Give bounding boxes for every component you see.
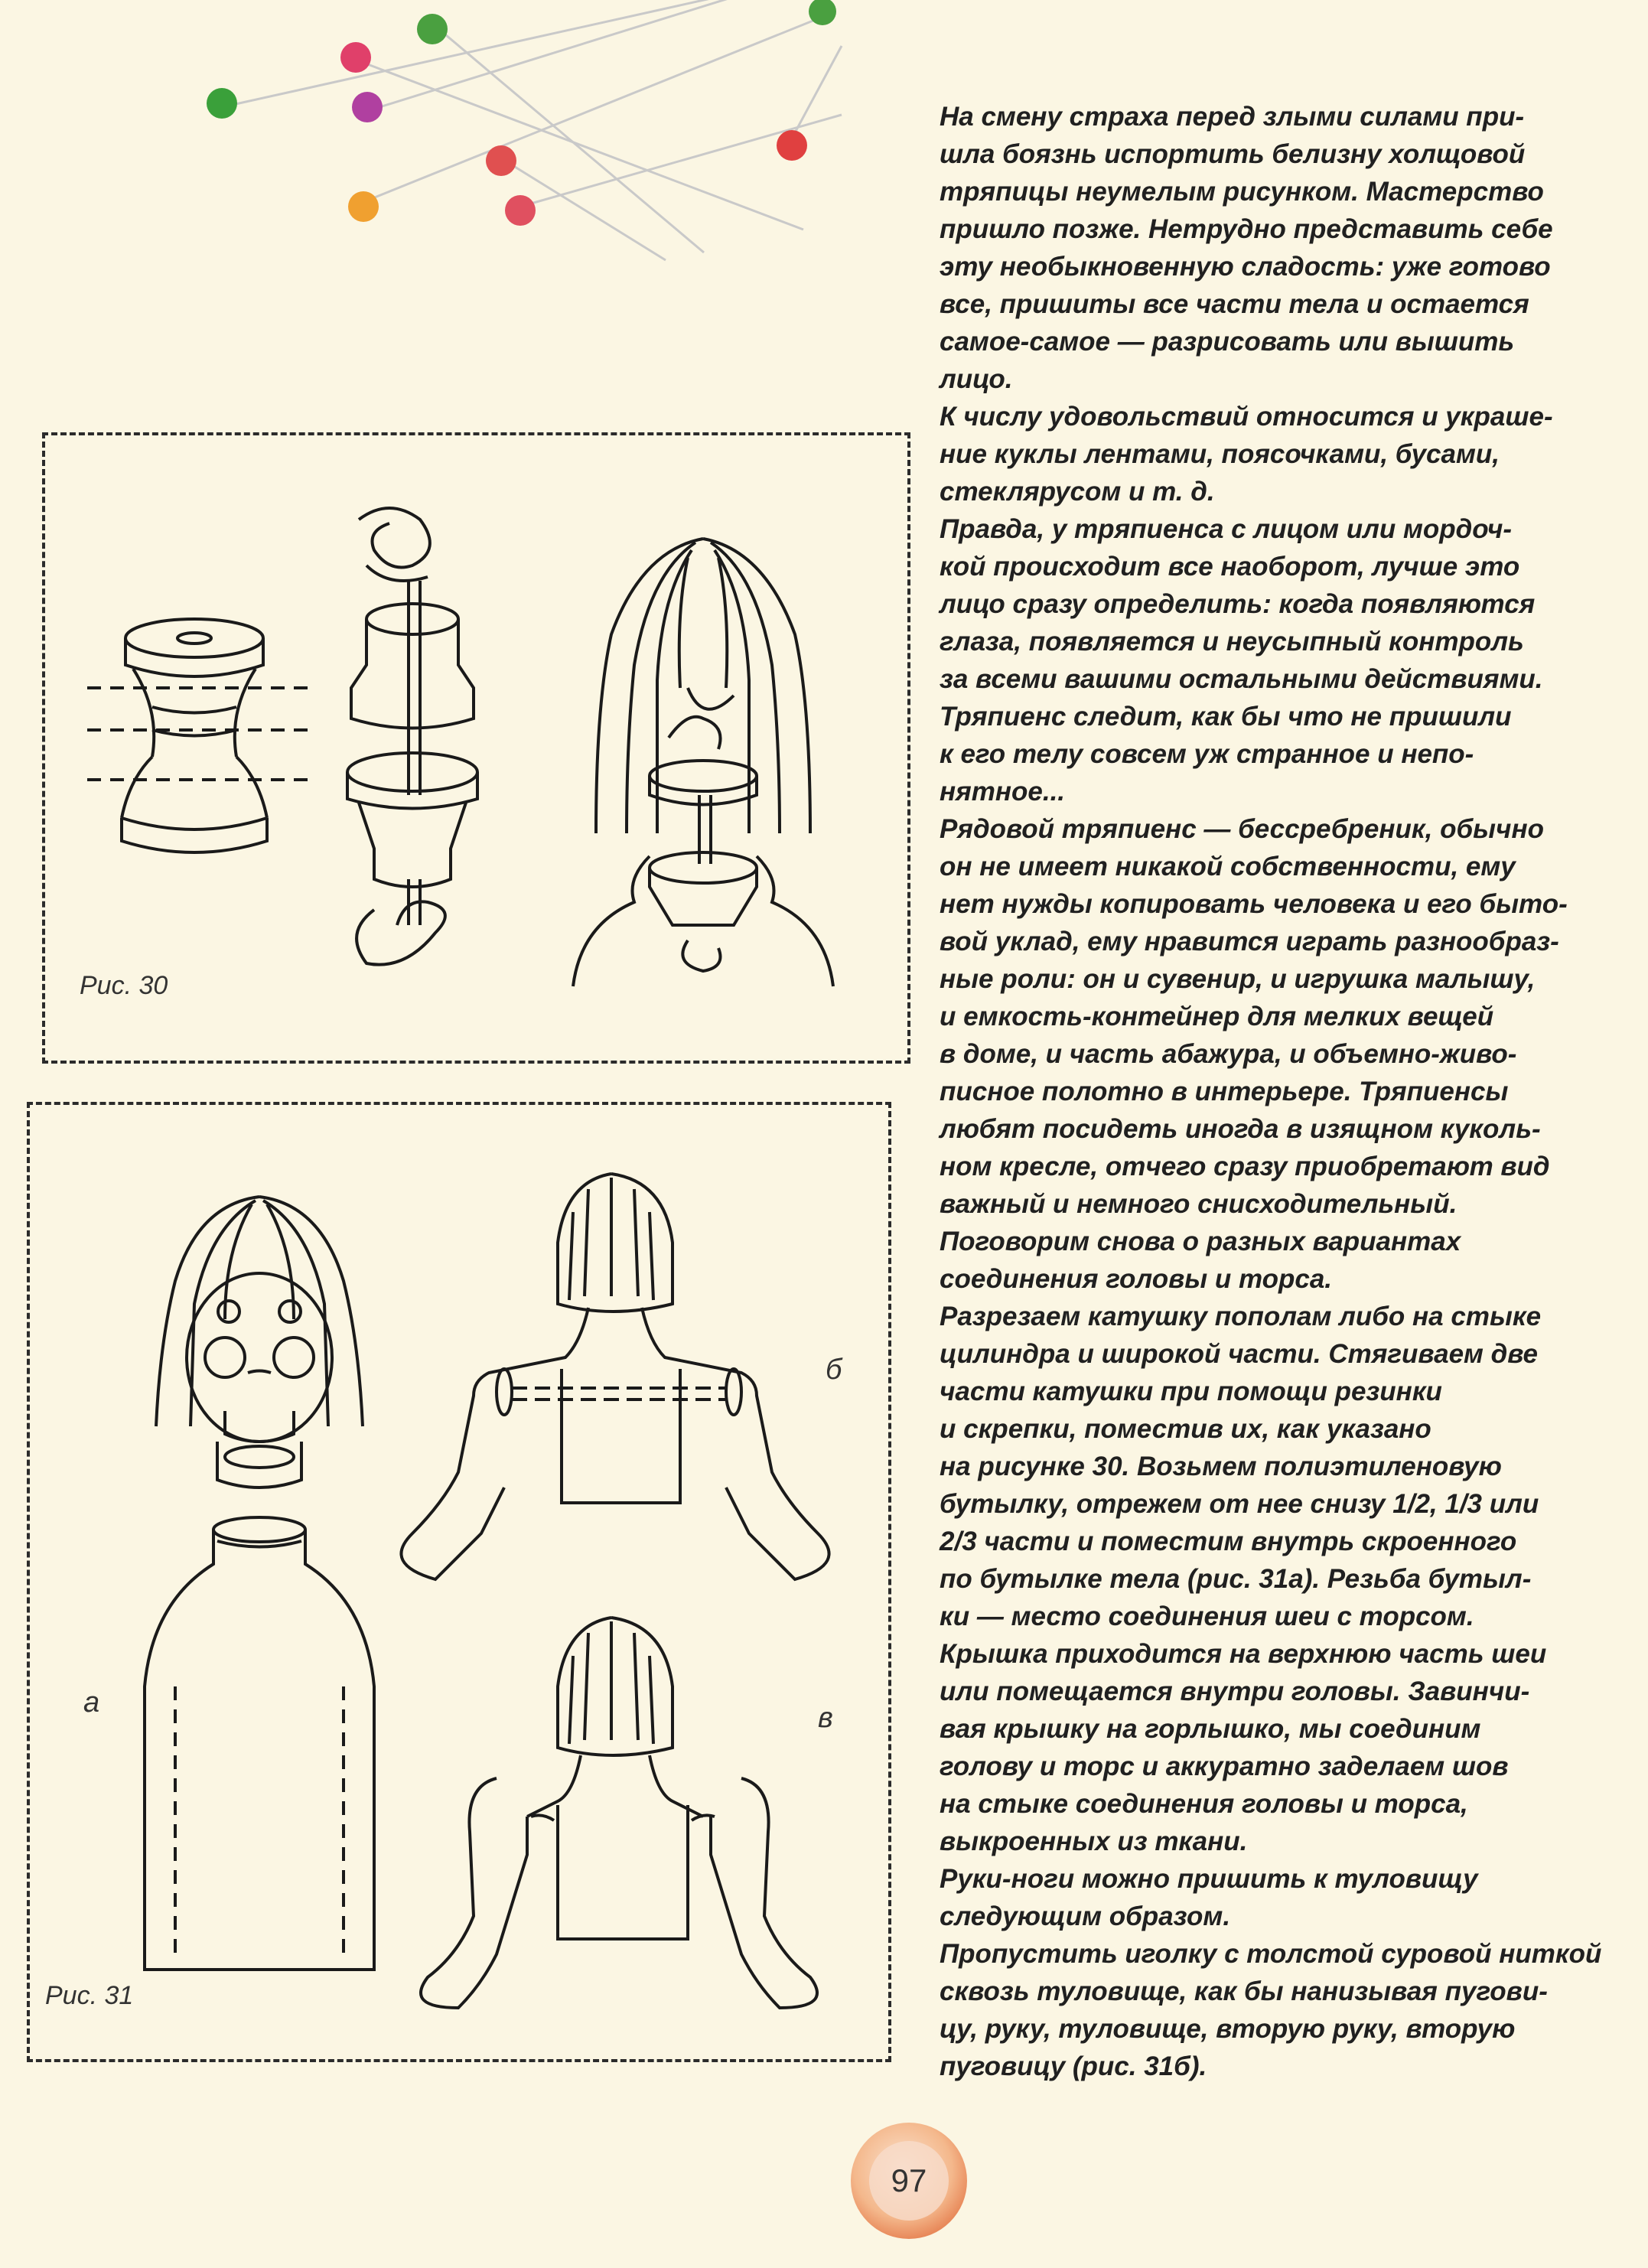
text-line: ном кресле, отчего сразу приобретают вид (940, 1152, 1550, 1181)
text-line: писное полотно в интерьере. Тряпиенсы (940, 1077, 1509, 1106)
text-line: Правда, у тряпиенса с лицом или мордоч- (940, 514, 1513, 544)
figure-30-caption: Рис. 30 (80, 971, 168, 1000)
text-line: ки — место соединения шеи с торсом. (940, 1602, 1474, 1631)
body-text (940, 98, 1613, 2085)
text-line: эту необыкновенную сладость: уже готово (940, 252, 1551, 282)
figure-31 (27, 1102, 891, 2062)
text-line: самое-самое — разрисовать или вышить (940, 327, 1515, 357)
text-line: лицо. (940, 364, 1013, 394)
text-line: сквозь туловище, как бы нанизывая пугови- (940, 1976, 1548, 2006)
text-line: кой происходит все наоборот, лучше это (940, 552, 1520, 582)
page-number: 97 (891, 2162, 927, 2198)
figure-30-drawing (45, 435, 914, 1067)
text-line: следующим образом. (940, 1901, 1231, 1931)
text-line: Поговорим снова о разных вариантах (940, 1227, 1461, 1256)
text-line: глаза, появляется и неусыпный контроль (940, 627, 1524, 657)
text-line: голову и торс и аккуратно заделаем шов (940, 1752, 1509, 1781)
text-line: или помещается внутри головы. Завинчи- (940, 1677, 1530, 1706)
text-line: стеклярусом и т. д. (940, 477, 1215, 507)
text-line: за всеми вашими остальными действиями. (940, 664, 1543, 694)
text-line: нет нужды копировать человека и его быто- (940, 889, 1568, 919)
text-line: пуговицу (рис. 31б). (940, 2051, 1207, 2081)
text-line: нятное... (940, 777, 1066, 807)
text-line: на стыке соединения головы и торса, (940, 1789, 1468, 1819)
text-line: все, пришиты все части тела и остается (940, 289, 1529, 319)
text-line: и емкость-контейнер для мелких вещей (940, 1002, 1494, 1031)
text-line: Рядовой тряпиенс — бессребреник, обычно (940, 814, 1544, 844)
text-line: 2/3 части и поместим внутрь скроенного (940, 1527, 1517, 1556)
text-line: Пропустить иголку с толстой суровой ниткой (940, 1939, 1602, 1969)
text-line: на рисунке 30. Возьмем полиэтиленовую (940, 1452, 1502, 1481)
text-line: шла боязнь испортить белизну холщовой (940, 139, 1526, 169)
figure-31-caption: Рис. 31 (45, 1981, 134, 2010)
text-line: важный и немного снисходительный. (940, 1189, 1457, 1219)
text-line: тряпицы неумелым рисунком. Мастерство (940, 177, 1544, 207)
text-line: Крышка приходится на верхнюю часть шеи (940, 1639, 1547, 1669)
text-line: цилиндра и широкой части. Стягиваем две (940, 1339, 1539, 1369)
text-line: вая крышку на горлышко, мы соединим (940, 1714, 1481, 1744)
figure-31-drawing (30, 1105, 894, 2065)
text-line: любят посидеть иногда в изящном куколь- (940, 1114, 1541, 1144)
text-line: соединения головы и торса. (940, 1264, 1333, 1294)
text-line: К числу удовольствий относится и украше- (940, 402, 1553, 432)
text-line: бутылку, отрежем от нее снизу 1/2, 1/3 или (940, 1489, 1539, 1519)
figure-31-label-a: а (83, 1686, 100, 1719)
text-line: он не имеет никакой собственности, ему (940, 852, 1516, 881)
text-line: На смену страха перед злыми силами при- (940, 102, 1525, 132)
figure-31-label-v: в (818, 1702, 833, 1734)
text-line: цу, руку, туловище, вторую руку, вторую (940, 2014, 1516, 2044)
text-line: вой уклад, ему нравится играть разнообраз- (940, 927, 1559, 956)
text-line: Разрезаем катушку пополам либо на стыке (940, 1302, 1542, 1331)
text-line: пришло позже. Нетрудно представить себе (940, 214, 1553, 244)
figure-31-label-b: б (826, 1354, 842, 1386)
text-line: в доме, и часть абажура, и объемно-живо- (940, 1039, 1517, 1069)
text-line: и скрепки, поместив их, как указано (940, 1414, 1431, 1444)
text-line: по бутылке тела (рис. 31а). Резьба бутыл- (940, 1564, 1532, 1594)
text-line: ные роли: он и сувенир, и игрушка малышу, (940, 964, 1536, 994)
text-line: части катушки при помощи резинки (940, 1377, 1442, 1406)
text-line: выкроенных из ткани. (940, 1826, 1248, 1856)
text-line: лицо сразу определить: когда появляются (940, 589, 1536, 619)
text-line: к его телу совсем уж странное и непо- (940, 739, 1474, 769)
text-line: ние куклы лентами, поясочками, бусами, (940, 439, 1500, 469)
text-line: Руки-ноги можно пришить к туловищу (940, 1864, 1478, 1894)
figure-30 (42, 432, 910, 1064)
page-number-badge (848, 2120, 970, 2242)
text-line: Тряпиенс следит, как бы что не пришили (940, 702, 1512, 732)
